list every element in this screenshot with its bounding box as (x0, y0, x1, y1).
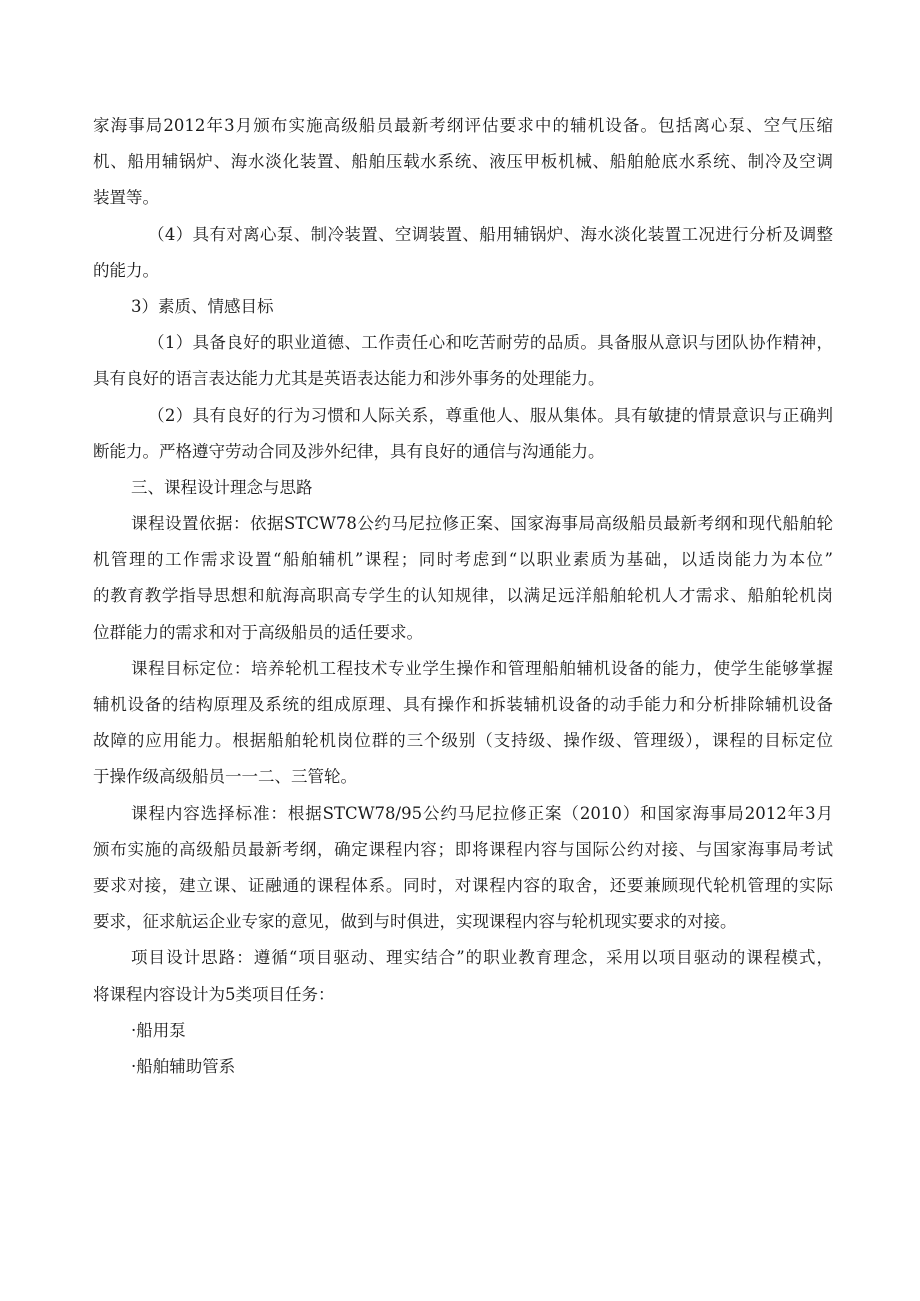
text-line: 辅机设备的结构原理及系统的组成原理、具有操作和拆装辅机设备的动手能力和分析排除辅机设备 (93, 695, 833, 714)
section-heading: 三、课程设计理念与思路 (131, 477, 313, 497)
text-line: 要求，征求航运企业专家的意见，做到与时俱进，实现课程内容与轮机现实要求的对接。 (93, 912, 737, 932)
text-line: 于操作级高级船员一一二、三管轮。 (93, 767, 357, 787)
section-heading: 3）素质、情感目标 (131, 296, 274, 316)
text-line: 课程内容选择标准：根据STCW78/95公约马尼拉修正案（2010）和国家海事局2012年3月 (131, 803, 833, 823)
text-line: 课程设置依据：依据STCW78公约马尼拉修正案、国家海事局高级船员最新考纲和现代船舶轮 (131, 514, 833, 534)
text-line: 装置等。 (93, 188, 159, 208)
text-line: 断能力。严格遵守劳动合同及涉外纪律，具有良好的通信与沟通能力。 (93, 441, 605, 461)
document-body (93, 108, 833, 1085)
text-line: 要求对接，建立课、证融通的课程体系。同时，对课程内容的取舍，还要兼顾现代轮机管理的实际 (93, 875, 833, 895)
text-line: 故障的应用能力。根据船舶轮机岗位群的三个级别（支持级、操作级、管理级），课程的目标定位 (93, 731, 833, 751)
text-line: 课程目标定位：培养轮机工程技术专业学生操作和管理船舶辅机设备的能力，使学生能够掌握 (131, 658, 833, 678)
text-line: 的教育教学指导思想和航海高职高专学生的认知规律，以满足远洋船舶轮机人才需求、船舶轮机岗 (93, 586, 833, 606)
text-line: 颁布实施的高级船员最新考纲，确定课程内容；即将课程内容与国际公约对接、与国家海事局考试 (93, 839, 833, 859)
text-line: 机、船用辅锅炉、海水淡化装置、船舶压载水系统、液压甲板机械、船舶舱底水系统、制冷及空调 (93, 152, 833, 172)
text-line: 家海事局2012年3月颁布实施高级船员最新考纲评估要求中的辅机设备。包括离心泵、空气压缩 (93, 116, 833, 135)
list-item: ·船用泵 (131, 1020, 186, 1040)
text-line: 的能力。 (93, 260, 159, 280)
text-line: （4）具有对离心泵、制冷装置、空调装置、船用辅锅炉、海水淡化装置工况进行分析及调整 (148, 224, 833, 244)
list-item: ·船舶辅助管系 (131, 1056, 236, 1076)
text-line: （1）具备良好的职业道德、工作责任心和吃苦耐劳的品质。具备服从意识与团队协作精神， (148, 333, 833, 353)
text-line: 将课程内容设计为5类项目任务： (93, 984, 335, 1004)
text-line: 项目设计思路：遵循“项目驱动、理实结合”的职业教育理念，采用以项目驱动的课程模式， (131, 948, 833, 968)
text-line: （2）具有良好的行为习惯和人际关系，尊重他人、服从集体。具有敏捷的情景意识与正确判 (148, 405, 833, 425)
text-line: 具有良好的语言表达能力尤其是英语表达能力和涉外事务的处理能力。 (93, 369, 605, 389)
text-line: 机管理的工作需求设置“船舶辅机”课程；同时考虑到“以职业素质为基础，以适岗能力为本位” (93, 550, 833, 570)
text-line: 位群能力的需求和对于高级船员的适任要求。 (93, 622, 423, 642)
